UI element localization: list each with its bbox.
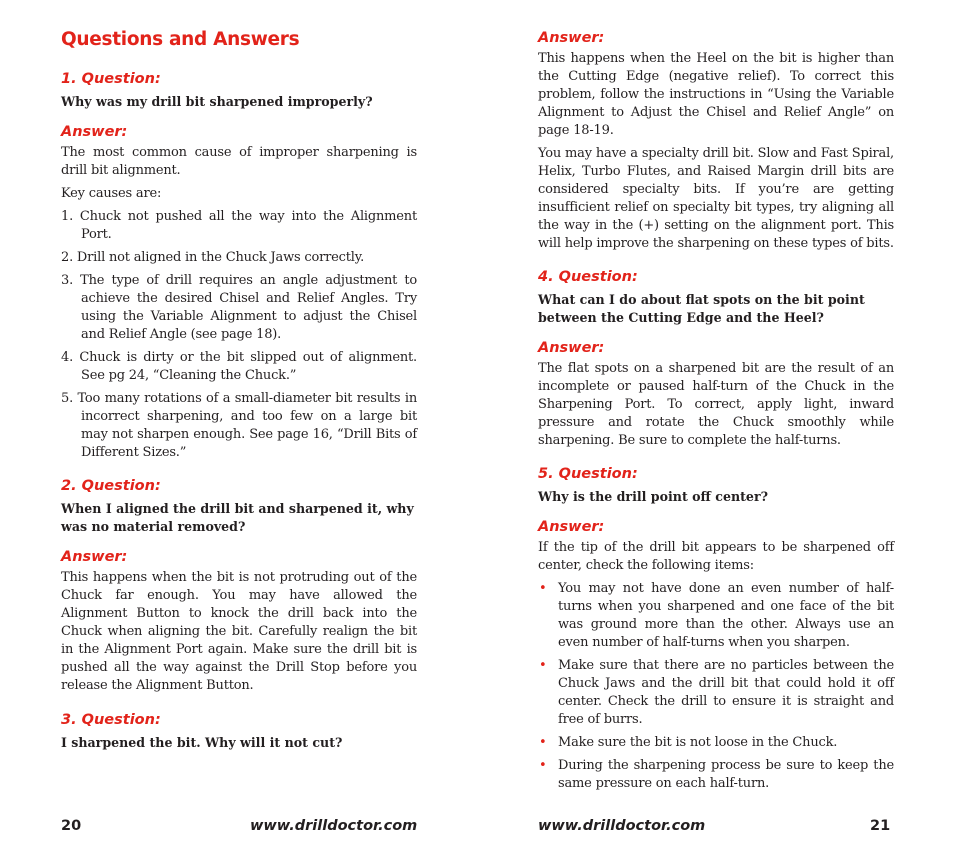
footer-url: www.drilldoctor.com	[250, 818, 418, 834]
answer-5-label: Answer:	[538, 519, 605, 535]
left-footer-url	[250, 818, 417, 834]
answer-1-label: Answer:	[61, 124, 128, 140]
question-2-label: 2. Question:	[61, 478, 161, 494]
question-1-block	[61, 69, 417, 462]
answer-5-intro: If the tip of the drill bit appears to be sharpened off center, check the following items:	[538, 540, 894, 573]
answer-1-paragraph: The most common cause of improper sharpening is drill bit alignment.	[61, 145, 417, 178]
question-2-block	[61, 476, 417, 695]
question-4-block	[538, 267, 894, 450]
question-5-label: 5. Question:	[538, 466, 638, 482]
right-footer-url	[538, 818, 705, 834]
list-item: 5. Too many rotations of a small-diameter bit results in incorrect sharpening, and too few on a large bit may not sharpen enough. See page 16, “Drill Bits of Different Sizes.”	[61, 391, 417, 460]
bullet-icon: •	[539, 735, 547, 750]
list-item: 1. Chuck not pushed all the way into the Alignment Port.	[61, 209, 417, 242]
list-item-text: Make sure that there are no particles between the Chuck Jaws and the drill bit that could hold it off center. Check the drill to ensure it is straight and free of burrs.	[558, 658, 894, 727]
answer-4-paragraph: The flat spots on a sharpened bit are the result of an incomplete or paused half-turn of the Chuck in the Sharpening Port. To correct, apply light, inward pressure and rotate the Chuck smoothly while sharpening. Be sure to complete the half-turns.	[538, 361, 894, 448]
page-title: Questions and Answers	[61, 29, 300, 50]
list-item-text: You may not have done an even number of half-turns when you sharpened and one face of the bit was ground more than the other. Always use an even number of half-turns when you sharpen.	[558, 581, 894, 650]
bullet-icon: •	[539, 581, 547, 596]
list-item-text: Make sure the bit is not loose in the Chuck.	[558, 735, 838, 750]
left-page	[61, 0, 417, 752]
question-1-text: Why was my drill bit sharpened improperly?	[61, 94, 373, 109]
bullet-icon: •	[539, 658, 547, 673]
answer-4-label: Answer:	[538, 340, 605, 356]
checklist	[538, 580, 894, 793]
left-footer-page-number: 20	[61, 818, 82, 834]
question-5-block	[538, 464, 894, 793]
list-item	[538, 757, 894, 793]
list-item	[538, 657, 894, 729]
answer-1-key-causes: Key causes are:	[61, 186, 162, 201]
question-3-block	[61, 710, 417, 752]
list-item	[538, 580, 894, 652]
answer-3-paragraph-2: You may have a specialty drill bit. Slow and Fast Spiral, Helix, Turbo Flutes, and Raised Margin drill bits are considered specialty bits. If you’re are getting insufficient relief on specialty bit types, try aligning all the way in the (+) setting on the alignment port. This will help improve the sharpening on these types of bits.	[538, 146, 894, 251]
list-item	[538, 734, 894, 752]
question-3-label: 3. Question:	[61, 712, 161, 728]
question-3-text: I sharpened the bit. Why will it not cut?	[61, 735, 343, 750]
answer-3-label: Answer:	[538, 30, 605, 46]
causes-list	[61, 208, 417, 462]
answer-2-label: Answer:	[61, 549, 128, 565]
bullet-icon: •	[539, 758, 547, 773]
list-item: 2. Drill not aligned in the Chuck Jaws correctly.	[61, 250, 365, 265]
answer-2-paragraph: This happens when the bit is not protruding out of the Chuck far enough. You may have allowed the Alignment Button to knock the drill back into the Chuck when aligning the bit. Carefully realign the bit in the Alignment Port again. Make sure the drill bit is pushed all the way against the Drill Stop before you release the Alignment Button.	[61, 570, 417, 693]
list-item: 3. The type of drill requires an angle adjustment to achieve the desired Chisel and Relief Angles. Try using the Variable Alignment to adjust the Chisel and Relief Angle (see page 18).	[61, 273, 417, 342]
question-2-text: When I aligned the drill bit and sharpened it, why was no material removed?	[61, 501, 414, 534]
right-page	[538, 28, 894, 798]
question-5-text: Why is the drill point off center?	[538, 489, 768, 504]
list-item-text: During the sharpening process be sure to keep the same pressure on each half-turn.	[558, 758, 894, 791]
question-4-text: What can I do about flat spots on the bit point between the Cutting Edge and the Heel?	[538, 292, 865, 325]
question-4-label: 4. Question:	[538, 269, 638, 285]
answer-3-block	[538, 28, 894, 253]
list-item: 4. Chuck is dirty or the bit slipped out of alignment. See pg 24, “Cleaning the Chuck.”	[61, 350, 417, 383]
answer-3-paragraph-1: This happens when the Heel on the bit is higher than the Cutting Edge (negative relief). To correct this problem, follow the instructions in “Using the Variable Alignment to Adjust the Chisel and Relief Angle” on page 18-19.	[538, 51, 894, 138]
question-1-label: 1. Question:	[61, 71, 161, 87]
right-footer-page-number: 21	[870, 818, 891, 834]
footer-url: www.drilldoctor.com	[538, 818, 706, 834]
